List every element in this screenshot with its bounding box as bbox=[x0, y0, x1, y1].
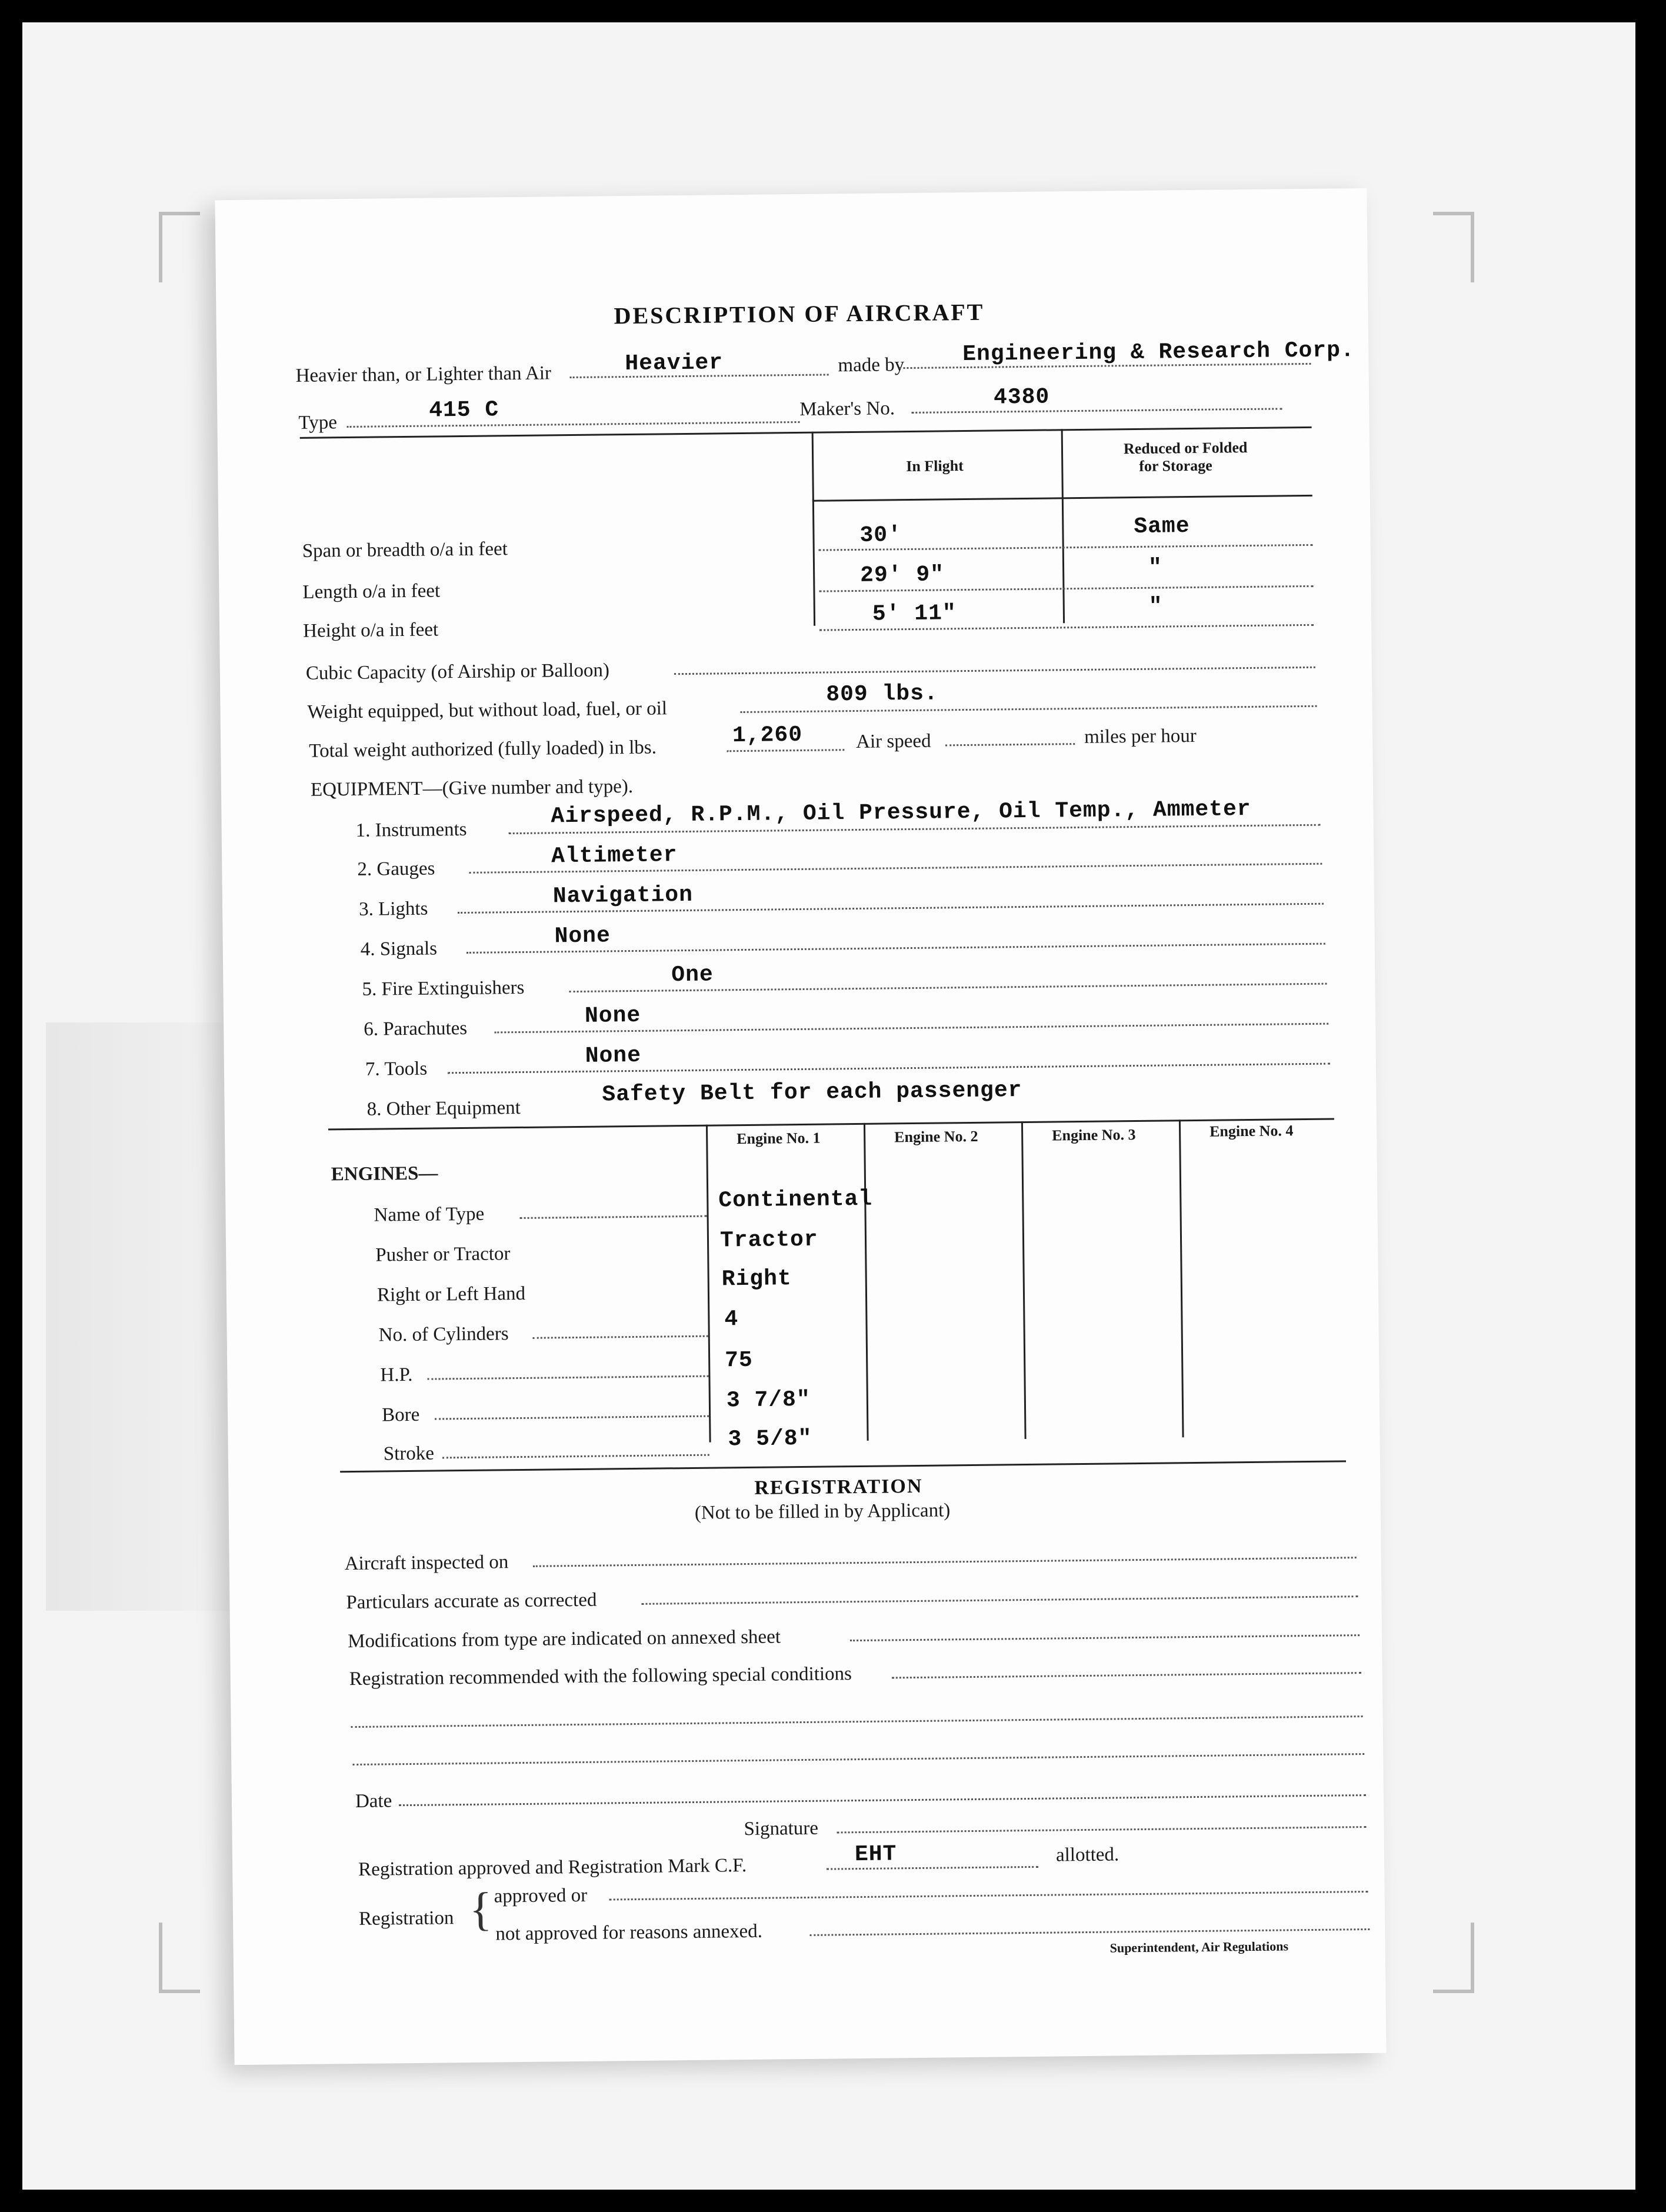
total-weight-dots bbox=[727, 749, 844, 752]
span-storage: Same bbox=[1134, 514, 1190, 540]
engine-stroke-value: 3 5/8" bbox=[728, 1425, 812, 1453]
inspected-dots bbox=[533, 1557, 1357, 1567]
air-speed-dots bbox=[945, 743, 1075, 746]
engine-col-divider-2 bbox=[864, 1123, 869, 1441]
crop-mark-bottom-right bbox=[1471, 1923, 1474, 1993]
length-in-flight: 29' 9" bbox=[859, 562, 945, 588]
not-approved-label: not approved for reasons annexed. bbox=[495, 1920, 763, 1945]
date-dots bbox=[399, 1794, 1366, 1806]
crop-mark-top-right-h bbox=[1433, 212, 1474, 215]
weight-label: Weight equipped, but without load, fuel, or oil bbox=[307, 698, 668, 723]
span-label: Span or breadth o/a in feet bbox=[302, 538, 508, 562]
equip-parachutes-label: 6. Parachutes bbox=[364, 1017, 468, 1040]
engine-cylinders-value: 4 bbox=[724, 1307, 739, 1332]
approved-or-dots bbox=[609, 1891, 1368, 1901]
equip-fire-label: 5. Fire Extinguishers bbox=[362, 977, 525, 1000]
inspected-label: Aircraft inspected on bbox=[344, 1551, 509, 1575]
engine-col-divider-3 bbox=[1021, 1121, 1027, 1439]
total-weight-value: 1,260 bbox=[732, 722, 803, 749]
makers-no-label: Maker's No. bbox=[799, 398, 895, 420]
type-dots bbox=[346, 421, 799, 428]
equip-other-label: 8. Other Equipment bbox=[366, 1097, 521, 1120]
engine-header-4: Engine No. 4 bbox=[1209, 1122, 1294, 1140]
engine-pusher-value: Tractor bbox=[719, 1227, 818, 1254]
engines-top-rule bbox=[328, 1118, 1334, 1131]
engine-bore-value: 3 7/8" bbox=[726, 1387, 811, 1414]
mark-value: EHT bbox=[854, 1841, 897, 1868]
equip-instruments-label: 1. Instruments bbox=[355, 818, 467, 841]
span-in-flight: 30' bbox=[859, 522, 902, 548]
equip-gauges-value: Altimeter bbox=[551, 842, 678, 870]
made-by-label: made by bbox=[838, 354, 905, 377]
engine-hand-label: Right or Left Hand bbox=[376, 1282, 526, 1306]
registration-note: (Not to be filled in by Applicant) bbox=[694, 1500, 951, 1524]
height-storage: " bbox=[1148, 594, 1163, 619]
engine-bore-dots bbox=[435, 1415, 709, 1420]
form-page bbox=[215, 188, 1386, 2065]
signature-label: Signature bbox=[744, 1817, 819, 1840]
engine-hp-label: H.P. bbox=[380, 1364, 413, 1386]
engine-stroke-dots bbox=[442, 1454, 709, 1459]
signature-dots bbox=[837, 1826, 1367, 1833]
cubic-dots bbox=[674, 667, 1315, 675]
engine-name-dots bbox=[520, 1215, 707, 1219]
recommended-dots bbox=[892, 1672, 1361, 1678]
length-storage: " bbox=[1148, 555, 1163, 581]
dimensions-col-divider-1 bbox=[812, 432, 815, 626]
recommended-line-2 bbox=[351, 1715, 1363, 1728]
engine-header-2: Engine No. 2 bbox=[894, 1127, 978, 1146]
engines-label: ENGINES— bbox=[331, 1162, 438, 1185]
recommended-label: Registration recommended with the following special conditions bbox=[349, 1663, 852, 1690]
date-label: Date bbox=[355, 1790, 392, 1812]
equip-tools-label: 7. Tools bbox=[365, 1058, 428, 1080]
cubic-label: Cubic Capacity (of Airship or Balloon) bbox=[305, 659, 610, 684]
reduced-header-line1: Reduced or Folded bbox=[1123, 438, 1248, 458]
particulars-label: Particulars accurate as corrected bbox=[346, 1589, 597, 1614]
approved-label: Registration approved and Registration Mark C.F. bbox=[358, 1855, 747, 1880]
modifications-dots bbox=[850, 1634, 1360, 1641]
engine-hp-value: 75 bbox=[724, 1347, 753, 1374]
equip-lights-label: 3. Lights bbox=[358, 898, 428, 920]
engine-hand-value: Right bbox=[721, 1266, 792, 1292]
crop-mark-bottom-left-h bbox=[159, 1990, 200, 1993]
makers-no-dots bbox=[911, 408, 1282, 414]
equip-other-value: Safety Belt for each passenger bbox=[602, 1078, 1022, 1108]
approved-or-label: approved or bbox=[494, 1884, 588, 1907]
total-weight-label: Total weight authorized (fully loaded) in lbs. bbox=[309, 737, 657, 762]
registration-title: REGISTRATION bbox=[754, 1475, 923, 1499]
modifications-label: Modifications from type are indicated on annexed sheet bbox=[347, 1626, 781, 1653]
superintendent-label: Superintendent, Air Regulations bbox=[1109, 1938, 1289, 1956]
engine-cylinders-dots bbox=[533, 1335, 708, 1339]
crop-mark-bottom-right-h bbox=[1433, 1990, 1474, 1993]
crop-mark-top-right bbox=[1471, 212, 1474, 282]
registration-brace: { bbox=[469, 1883, 492, 1936]
in-flight-header: In Flight bbox=[906, 457, 964, 475]
mph-label: miles per hour bbox=[1084, 725, 1197, 748]
not-approved-dots bbox=[809, 1928, 1370, 1936]
length-label: Length o/a in feet bbox=[302, 580, 441, 603]
equip-lights-value: Navigation bbox=[552, 882, 694, 910]
engine-pusher-label: Pusher or Tractor bbox=[375, 1243, 511, 1266]
engine-col-divider-4 bbox=[1179, 1120, 1184, 1437]
air-speed-label: Air speed bbox=[855, 730, 931, 752]
engine-hp-dots bbox=[427, 1375, 708, 1380]
equip-gauges-label: 2. Gauges bbox=[357, 858, 435, 880]
equip-tools-value: None bbox=[585, 1042, 642, 1069]
equip-parachutes-value: None bbox=[584, 1002, 641, 1029]
engine-header-1: Engine No. 1 bbox=[737, 1129, 821, 1148]
weight-value: 809 lbs. bbox=[826, 681, 938, 708]
crop-mark-top-left-h bbox=[159, 212, 200, 215]
engine-header-3: Engine No. 3 bbox=[1052, 1126, 1136, 1144]
heavier-label: Heavier than, or Lighter than Air bbox=[295, 362, 552, 387]
engine-stroke-label: Stroke bbox=[383, 1443, 435, 1465]
equipment-label: EQUIPMENT—(Give number and type). bbox=[310, 775, 634, 801]
engines-bottom-rule bbox=[340, 1460, 1346, 1473]
allotted-label: allotted. bbox=[1055, 1844, 1119, 1866]
made-by-value: Engineering & Research Corp. bbox=[962, 338, 1355, 368]
form-title: DESCRIPTION OF AIRCRAFT bbox=[614, 298, 985, 329]
heavier-value: Heavier bbox=[625, 350, 724, 377]
equip-signals-value: None bbox=[554, 923, 611, 950]
registration-label: Registration bbox=[358, 1907, 454, 1930]
equip-instruments-value: Airspeed, R.P.M., Oil Pressure, Oil Temp., Ammeter bbox=[551, 796, 1251, 830]
height-label: Height o/a in feet bbox=[302, 619, 439, 642]
type-label: Type bbox=[298, 412, 338, 434]
crop-mark-bottom-left bbox=[159, 1923, 162, 1993]
engine-name-value: Continental bbox=[718, 1186, 873, 1214]
recommended-line-3 bbox=[352, 1753, 1364, 1765]
height-in-flight: 5' 11" bbox=[872, 601, 957, 627]
engine-cylinders-label: No. of Cylinders bbox=[378, 1323, 509, 1346]
particulars-dots bbox=[641, 1595, 1358, 1605]
equip-signals-label: 4. Signals bbox=[360, 938, 438, 960]
crop-mark-top-left bbox=[159, 212, 162, 282]
dimensions-col-divider-2 bbox=[1061, 429, 1065, 623]
dimensions-top-rule bbox=[300, 427, 1312, 439]
engine-bore-label: Bore bbox=[381, 1404, 420, 1426]
equip-fire-value: One bbox=[671, 962, 714, 988]
equip-tools-dots bbox=[448, 1063, 1330, 1074]
type-value: 415 C bbox=[428, 397, 499, 424]
engine-name-label: Name of Type bbox=[374, 1203, 485, 1226]
reduced-header-line2: for Storage bbox=[1139, 457, 1212, 475]
makers-no-value: 4380 bbox=[993, 384, 1050, 411]
engine-col-divider-1 bbox=[706, 1125, 711, 1443]
